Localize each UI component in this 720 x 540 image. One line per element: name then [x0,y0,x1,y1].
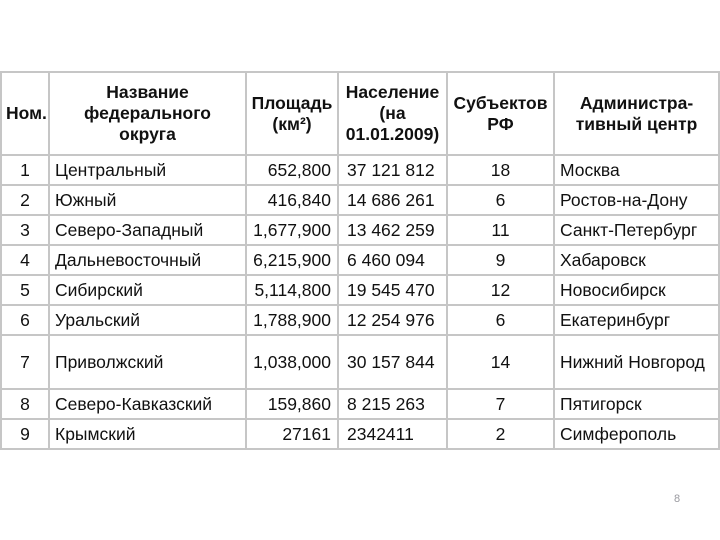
cell-population: 12 254 976 [338,305,447,335]
cell-district-name: Южный [49,185,246,215]
cell-area: 1,788,900 [246,305,338,335]
cell-area: 6,215,900 [246,245,338,275]
cell-num: 4 [1,245,49,275]
header-subjects: Субъектов РФ [447,72,554,155]
table-row [1,335,719,389]
table-row [1,245,719,275]
cell-district-name: Дальневосточный [49,245,246,275]
cell-area: 1,677,900 [246,215,338,245]
cell-area: 1,038,000 [246,335,338,389]
cell-subjects: 6 [447,185,554,215]
header-row [1,72,719,155]
table-row [1,215,719,245]
cell-area: 416,840 [246,185,338,215]
cell-admin-center: Ростов-на-Дону [554,185,719,215]
cell-num: 3 [1,215,49,245]
cell-admin-center: Москва [554,155,719,185]
cell-num: 9 [1,419,49,449]
table-row [1,275,719,305]
cell-admin-center: Нижний Новгород [554,335,719,389]
table-row [1,155,719,185]
cell-num: 7 [1,335,49,389]
cell-num: 5 [1,275,49,305]
cell-num: 2 [1,185,49,215]
cell-admin-center: Хабаровск [554,245,719,275]
cell-population: 8 215 263 [338,389,447,419]
cell-area: 5,114,800 [246,275,338,305]
cell-district-name: Приволжский [49,335,246,389]
header-district-name: Название федерального округа [49,72,246,155]
cell-subjects: 7 [447,389,554,419]
cell-admin-center: Санкт-Петербург [554,215,719,245]
cell-district-name: Северо-Кавказский [49,389,246,419]
cell-district-name: Крымский [49,419,246,449]
cell-area: 27161 [246,419,338,449]
cell-subjects: 2 [447,419,554,449]
cell-population: 37 121 812 [338,155,447,185]
cell-population: 2342411 [338,419,447,449]
cell-subjects: 12 [447,275,554,305]
header-population: Население (на 01.01.2009) [338,72,447,155]
header-admin-center: Администра- тивный центр [554,72,719,155]
cell-admin-center: Екатеринбург [554,305,719,335]
districts-table-container [0,71,718,450]
cell-num: 6 [1,305,49,335]
cell-district-name: Северо-Западный [49,215,246,245]
cell-admin-center: Новосибирск [554,275,719,305]
page-number: 8 [673,493,681,505]
cell-population: 14 686 261 [338,185,447,215]
cell-subjects: 18 [447,155,554,185]
cell-num: 8 [1,389,49,419]
cell-num: 1 [1,155,49,185]
cell-subjects: 14 [447,335,554,389]
cell-district-name: Уральский [49,305,246,335]
cell-area: 159,860 [246,389,338,419]
cell-population: 6 460 094 [338,245,447,275]
table-row [1,185,719,215]
cell-population: 19 545 470 [338,275,447,305]
cell-admin-center: Симферополь [554,419,719,449]
federal-districts-table [0,71,720,450]
cell-area: 652,800 [246,155,338,185]
cell-subjects: 9 [447,245,554,275]
cell-admin-center: Пятигорск [554,389,719,419]
table-row [1,389,719,419]
table-row [1,305,719,335]
cell-population: 13 462 259 [338,215,447,245]
cell-population: 30 157 844 [338,335,447,389]
cell-subjects: 11 [447,215,554,245]
cell-subjects: 6 [447,305,554,335]
cell-district-name: Сибирский [49,275,246,305]
cell-district-name: Центральный [49,155,246,185]
table-row [1,419,719,449]
header-area: Площадь (км²) [246,72,338,155]
header-num: Ном. [1,72,49,155]
